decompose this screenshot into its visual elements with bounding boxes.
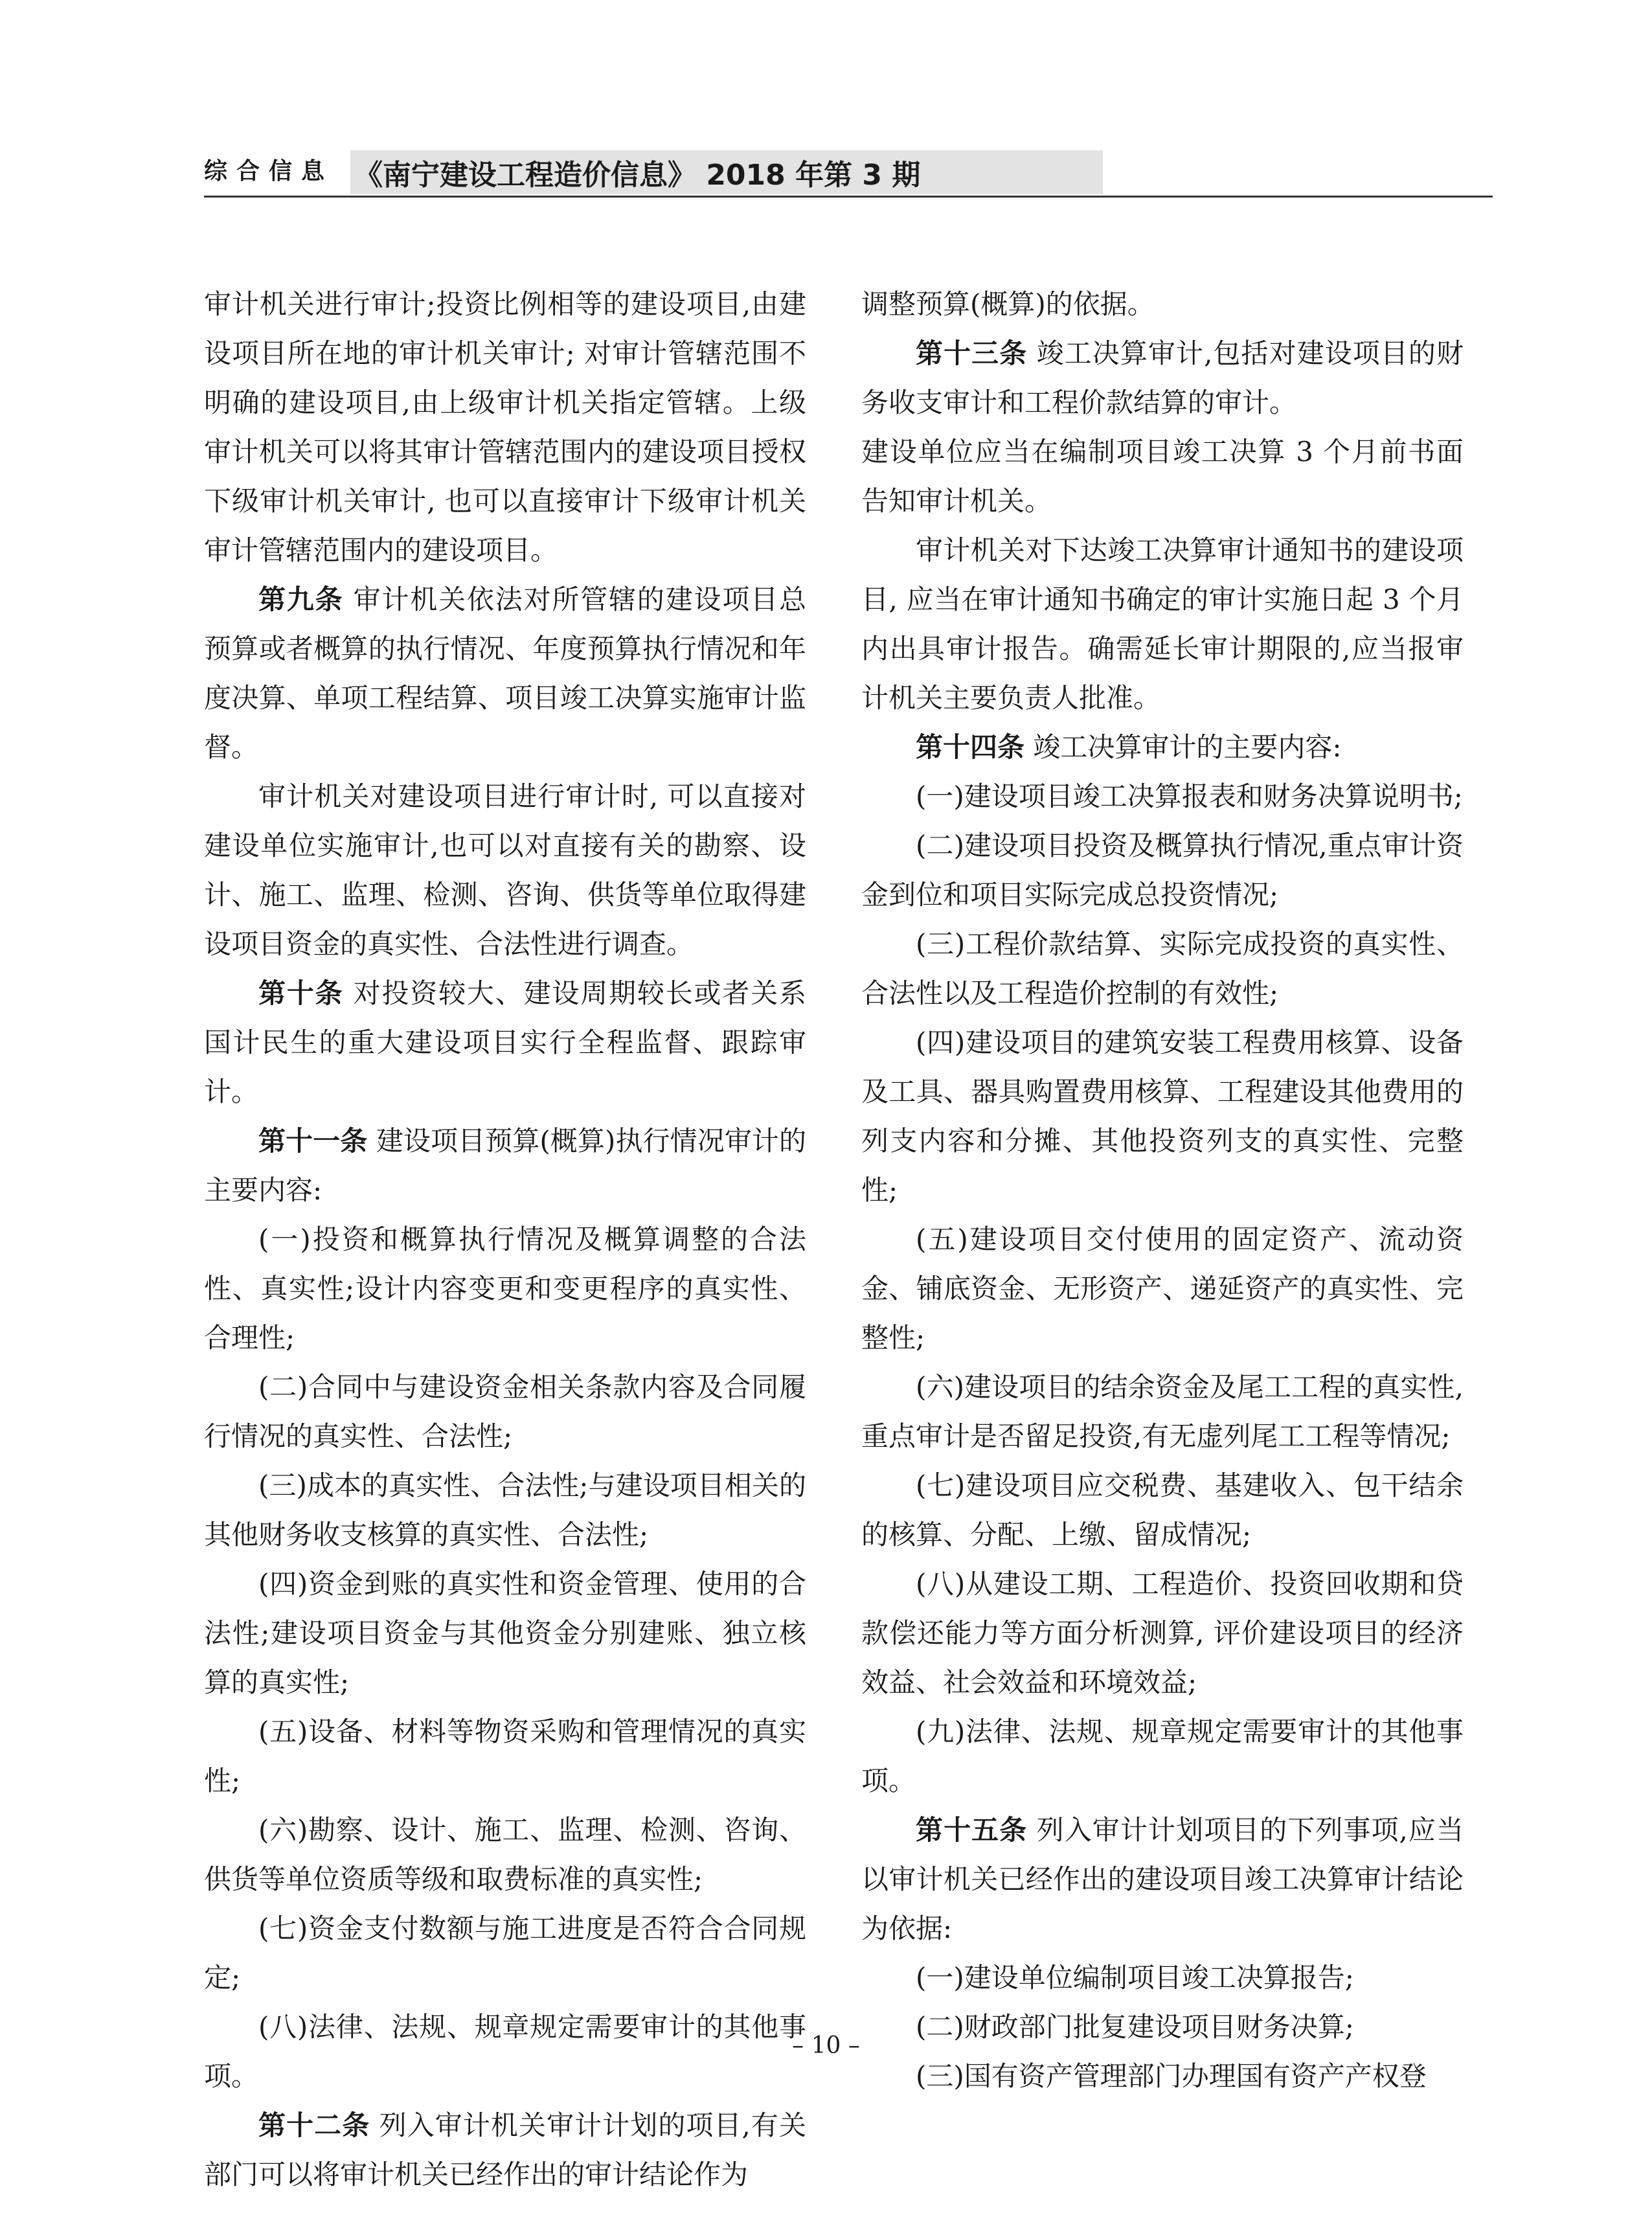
article-number: 第九条 — [258, 584, 344, 615]
paragraph-text: (七)建设项目应交税费、基建收入、包干结余的核算、分配、上缴、留成情况; — [861, 1470, 1464, 1550]
paragraph-text: (八)从建设工期、工程造价、投资回收期和贷款偿还能力等方面分析测算, 评价建设项目的经济效益、社会效益和环境效益; — [861, 1568, 1464, 1698]
paragraph-text: 建设单位应当在编制项目竣工决算 3 个月前书面告知审计机关。 — [861, 436, 1464, 517]
paragraph — [861, 1215, 1464, 1363]
paragraph-text: 竣工决算审计的主要内容: — [1024, 731, 1342, 763]
article-number: 第十五条 — [916, 1814, 1028, 1846]
running-header — [204, 150, 1493, 198]
paragraph — [204, 1461, 806, 1560]
paragraph-text: 竣工决算审计,包括对建设项目的财务收支审计和工程价款结算的审计。 — [861, 337, 1464, 418]
paragraph — [861, 1018, 1464, 1215]
paragraph-text: (二)建设项目投资及概算执行情况,重点审计资金到位和项目实际完成总投资情况; — [861, 830, 1464, 911]
paragraph-text: (三)成本的真实性、合法性;与建设项目相关的其他财务收支核算的真实性、合法性; — [204, 1470, 806, 1550]
paragraph-text: (一)建设项目竣工决算报表和财务决算说明书; — [916, 780, 1463, 812]
paragraph-text: 审计机关对下达竣工决算审计通知书的建设项目, 应当在审计通知书确定的审计实施日起 3 个月内出具审计报告。确需延长审计期限的,应当报审计机关主要负责人批准。 — [861, 534, 1464, 714]
article-number: 第十三条 — [916, 337, 1028, 369]
paragraph — [204, 1363, 806, 1461]
paragraph — [204, 1560, 806, 1707]
paragraph — [861, 526, 1464, 723]
paragraph — [861, 1953, 1464, 2003]
paragraph-text: 建设项目预算(概算)执行情况审计的主要内容: — [204, 1125, 806, 1206]
paragraph-text: (四)建设项目的建筑安装工程费用核算、设备及工具、器具购置费用核算、工程建设其他费用的列支内容和分摊、其他投资列支的真实性、完整性; — [861, 1027, 1464, 1206]
paragraph — [204, 575, 806, 772]
paragraph-text: (六)建设项目的结余资金及尾工工程的真实性,重点审计是否留足投资,有无虚列尾工工程等情况; — [861, 1371, 1464, 1452]
paragraph-text: (三)国有资产管理部门办理国有资产产权登 — [916, 2060, 1427, 2092]
paragraph-text: (一)投资和概算执行情况及概算调整的合法性、真实性;设计内容变更和变更程序的真实性、合理性; — [204, 1223, 806, 1354]
paragraph — [861, 1806, 1464, 1953]
paragraph — [204, 969, 806, 1117]
publication-title: 《南宁建设工程造价信息》 2018 年第 3 期 — [354, 159, 921, 192]
paragraph — [861, 1560, 1464, 1707]
article-number: 第十条 — [258, 977, 344, 1009]
paragraph-text: 审计机关依法对所管辖的建设项目总预算或者概算的执行情况、年度预算执行情况和年度决算、单项工程结算、项目竣工决算实施审计监督。 — [204, 584, 806, 763]
article-number: 第十四条 — [916, 731, 1025, 763]
paragraph — [861, 2052, 1464, 2101]
paragraph — [204, 280, 806, 575]
paragraph — [204, 1117, 806, 1215]
page-number: – 10 – — [792, 2032, 860, 2059]
paragraph-text: (七)资金支付数额与施工进度是否符合合同规定; — [204, 1913, 806, 1993]
paragraph-text: 列入审计机关审计计划的项目,有关部门可以将审计机关已经作出的审计结论作为 — [204, 2109, 806, 2190]
paragraph — [204, 772, 806, 969]
paragraph — [861, 920, 1464, 1018]
paragraph-text: (八)法律、法规、规章规定需要审计的其他事项。 — [204, 2011, 806, 2092]
paragraph — [861, 1461, 1464, 1560]
paragraph-text: 对投资较大、建设周期较长或者关系国计民生的重大建设项目实行全程监督、跟踪审计。 — [204, 977, 806, 1107]
paragraph — [861, 1363, 1464, 1461]
paragraph-text: 审计机关进行审计;投资比例相等的建设项目,由建设项目所在地的审计机关审计; 对审计管辖范围不明确的建设项目,由上级审计机关指定管辖。上级审计机关可以将其审计管辖范围内的建设项目授权下级审计机关审计, 也可以直接审计下级审计机关审计管辖范围内的建设项目。 — [204, 288, 806, 566]
paragraph — [861, 280, 1464, 329]
left-column — [204, 280, 806, 2199]
paragraph — [861, 723, 1464, 772]
paragraph-text: (九)法律、法规、规章规定需要审计的其他事项。 — [861, 1716, 1464, 1797]
paragraph — [861, 329, 1464, 427]
paragraph-text: (四)资金到账的真实性和资金管理、使用的合法性;建设项目资金与其他资金分别建账、独立核算的真实性; — [204, 1568, 806, 1698]
paragraph-text: 列入审计计划项目的下列事项,应当以审计机关已经作出的建设项目竣工决算审计结论为依据: — [861, 1814, 1464, 1944]
paragraph — [204, 1806, 806, 1904]
paragraph — [861, 821, 1464, 920]
paragraph — [204, 1215, 806, 1363]
article-number: 第十一条 — [258, 1125, 368, 1157]
paragraph-text: (五)设备、材料等物资采购和管理情况的真实性; — [204, 1716, 806, 1797]
paragraph-text: 审计机关对建设项目进行审计时, 可以直接对建设单位实施审计,也可以对直接有关的勘察、设计、施工、监理、检测、咨询、供货等单位取得建设项目资金的真实性、合法性进行调查。 — [204, 780, 806, 960]
paragraph — [204, 1904, 806, 2003]
paragraph-text: (三)工程价款结算、实际完成投资的真实性、合法性以及工程造价控制的有效性; — [861, 928, 1464, 1009]
paragraph — [861, 1707, 1464, 1806]
paragraph-text: (六)勘察、设计、施工、监理、检测、咨询、供货等单位资质等级和取费标准的真实性; — [204, 1814, 806, 1895]
section-label: 综合信息 — [204, 158, 334, 185]
paragraph-text: 调整预算(概算)的依据。 — [861, 288, 1155, 320]
paragraph — [204, 2101, 806, 2199]
paragraph — [204, 1707, 806, 1806]
paragraph-text: (五)建设项目交付使用的固定资产、流动资金、铺底资金、无形资产、递延资产的真实性、完整性; — [861, 1223, 1464, 1354]
paragraph — [861, 772, 1464, 821]
paragraph-text: (一)建设单位编制项目竣工决算报告; — [916, 1962, 1354, 1993]
paragraph-text: (二)合同中与建设资金相关条款内容及合同履行情况的真实性、合法性; — [204, 1371, 806, 1452]
paragraph-text: (二)财政部门批复建设项目财务决算; — [916, 2011, 1354, 2043]
paragraph — [861, 427, 1464, 526]
article-number: 第十二条 — [258, 2109, 370, 2141]
right-column — [861, 280, 1464, 2101]
